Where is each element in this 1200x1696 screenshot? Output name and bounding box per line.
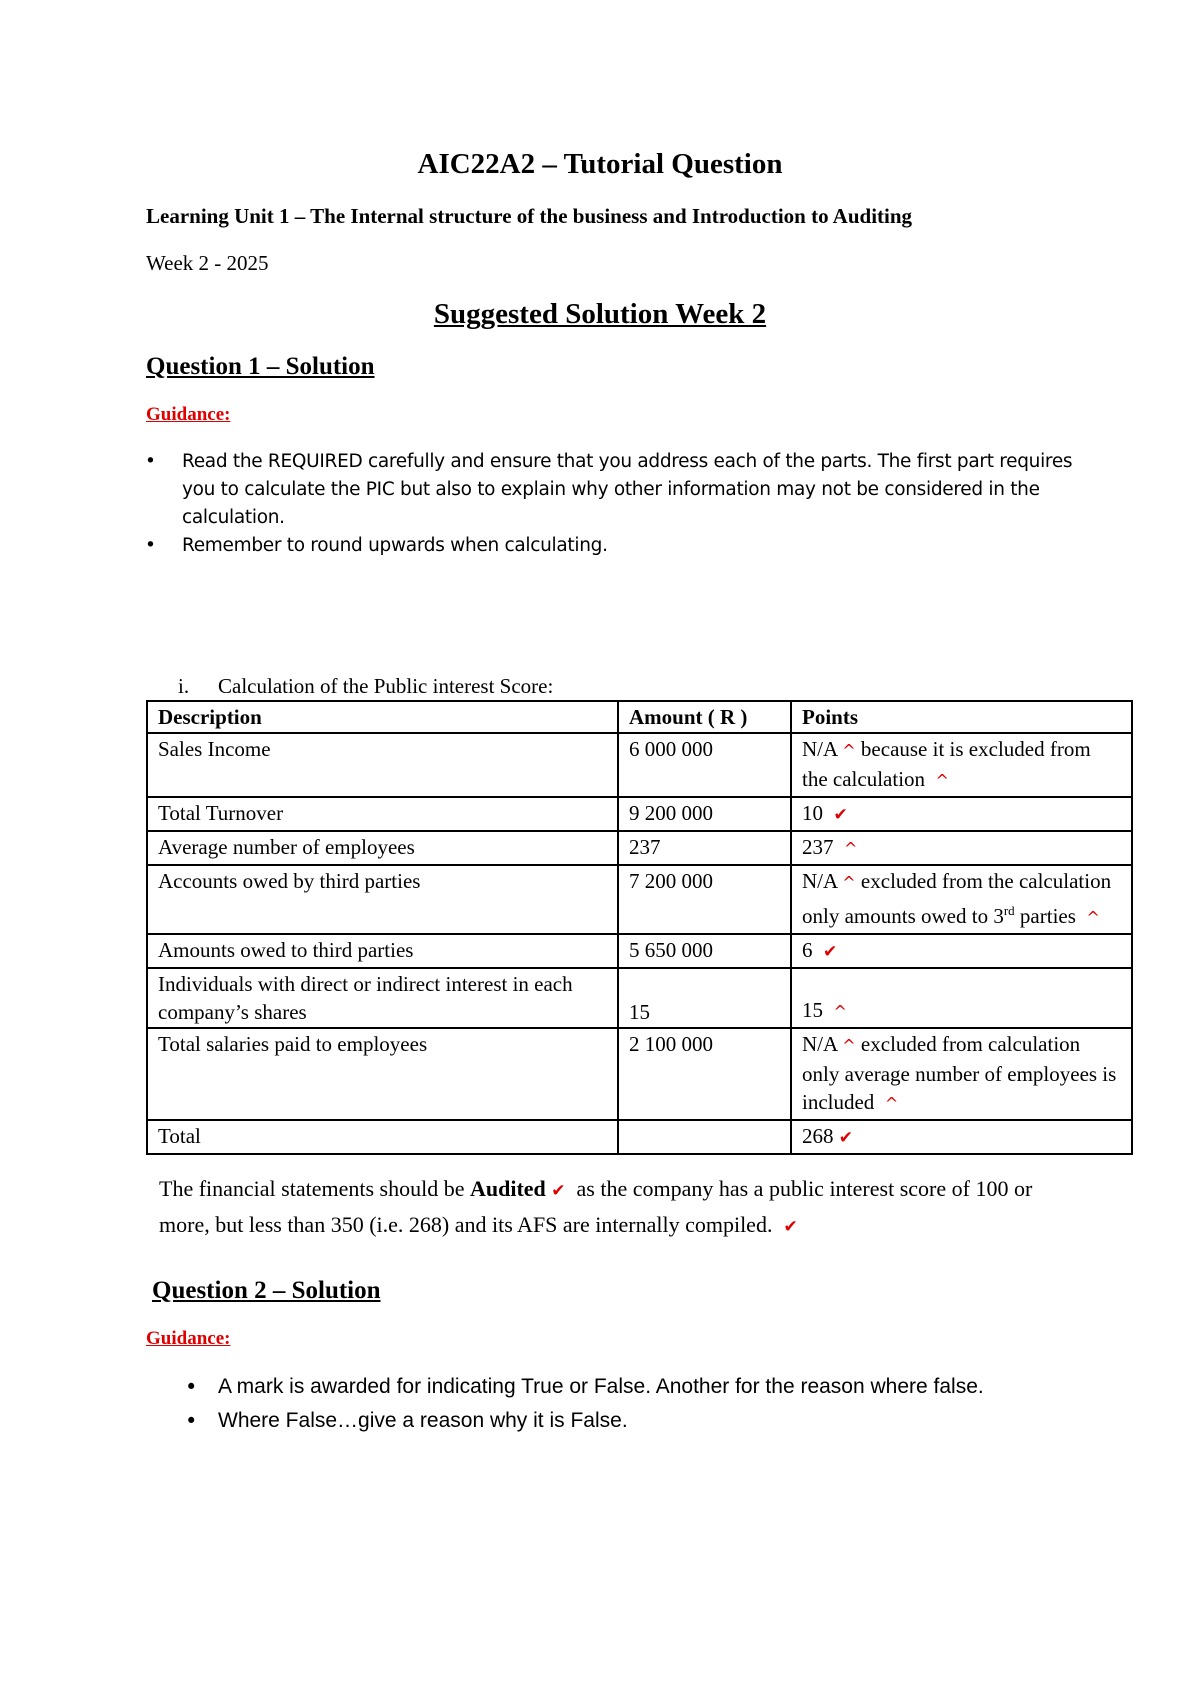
- calculation-caption-text: Calculation of the Public interest Score:: [218, 674, 554, 698]
- conclusion-paragraph: [159, 1172, 1059, 1244]
- points-note: because it is excluded from the calculation: [802, 737, 1091, 791]
- question2-title: Question 2 – Solution: [152, 1277, 381, 1304]
- check-mark-icon: ✔: [783, 1217, 798, 1237]
- table-row: [147, 1028, 1132, 1120]
- cell-description: Total salaries paid to employees: [147, 1028, 618, 1120]
- caret-mark-icon: ^: [844, 839, 858, 858]
- cell-description: Total Turnover: [147, 797, 618, 831]
- cell-amount: 2 100 000: [618, 1028, 791, 1120]
- conclusion-text-start: The financial statements should be: [159, 1176, 465, 1201]
- cell-points: [791, 831, 1132, 865]
- table-row: [147, 934, 1132, 968]
- cell-points: [791, 934, 1132, 968]
- header-points: Points: [791, 701, 1132, 733]
- caret-mark-icon: ^: [842, 1036, 856, 1055]
- header-description: Description: [147, 701, 618, 733]
- cell-description: Total: [147, 1120, 618, 1154]
- conclusion-text-end: as the company has a public interest score of 100 or more, but less than 350 (i.e. 268) and its AFS are internally compiled.: [159, 1176, 1033, 1237]
- points-value: N/A: [802, 1032, 838, 1056]
- cell-description: Sales Income: [147, 733, 618, 797]
- question2-guidance-label: Guidance:: [146, 1328, 231, 1349]
- table-row: [147, 831, 1132, 865]
- question1-guidance-list: [182, 448, 1082, 560]
- question1-title: Question 1 – Solution: [146, 353, 375, 380]
- cell-amount: 237: [618, 831, 791, 865]
- cell-description: Accounts owed by third parties: [147, 865, 618, 934]
- question1-guidance-label: Guidance:: [146, 404, 231, 425]
- document-title: AIC22A2 – Tutorial Question: [417, 148, 783, 180]
- table-row: [147, 797, 1132, 831]
- points-value: N/A: [802, 869, 838, 893]
- check-mark-icon: ✔: [838, 1128, 853, 1148]
- cell-amount: 9 200 000: [618, 797, 791, 831]
- cell-amount: [618, 1120, 791, 1154]
- learning-unit-heading: Learning Unit 1 – The Internal structure of the business and Introduction to Auditing: [146, 204, 913, 228]
- table-total-row: [147, 1120, 1132, 1154]
- cell-description: Amounts owed to third parties: [147, 934, 618, 968]
- calculation-caption: [178, 674, 553, 699]
- list-item: • Read the REQUIRED carefully and ensure that you address each of the parts. The first part requires you to calculate the PIC but also to explain why other information may not be considered in the calculation.: [182, 448, 1082, 532]
- cell-points: [791, 797, 1132, 831]
- points-value: 15: [802, 998, 823, 1022]
- cell-description: Individuals with direct or indirect interest in each company’s shares: [147, 968, 618, 1028]
- week-label: Week 2 - 2025: [146, 251, 269, 275]
- table-header-row: [147, 701, 1132, 733]
- header-amount: Amount ( R ): [618, 701, 791, 733]
- points-note: excluded from the calculation only amounts owed to: [802, 869, 1112, 928]
- check-mark-icon: ✔: [823, 942, 838, 962]
- cell-points: [791, 865, 1132, 934]
- question2-guidance-list: [218, 1370, 1118, 1438]
- points-note-ordinal-suffix: rd: [1003, 903, 1015, 918]
- points-note-ordinal: 3: [993, 904, 1004, 928]
- check-mark-icon: ✔: [833, 805, 848, 825]
- points-value: 237: [802, 835, 834, 859]
- list-item: • Remember to round upwards when calculating.: [182, 532, 1082, 560]
- list-item: • Where False…give a reason why it is False.: [218, 1404, 1118, 1438]
- caret-mark-icon: ^: [842, 741, 856, 760]
- points-value: 6: [802, 938, 813, 962]
- caret-mark-icon: ^: [833, 1002, 847, 1021]
- check-mark-icon: ✔: [551, 1181, 566, 1201]
- cell-amount: 5 650 000: [618, 934, 791, 968]
- caret-mark-icon: ^: [842, 873, 856, 892]
- cell-description: Average number of employees: [147, 831, 618, 865]
- cell-amount: 15: [618, 968, 791, 1028]
- cell-points: [791, 1120, 1132, 1154]
- conclusion-keyword: Audited: [469, 1176, 546, 1201]
- table-row: [147, 968, 1132, 1028]
- caret-mark-icon: ^: [935, 771, 949, 790]
- cell-points: [791, 733, 1132, 797]
- points-note: excluded from calculation only average number of employees is included: [802, 1032, 1117, 1114]
- cell-points: [791, 968, 1132, 1028]
- cell-points: [791, 1028, 1132, 1120]
- table-row: [147, 865, 1132, 934]
- table-row: [147, 733, 1132, 797]
- public-interest-table: [146, 700, 1133, 1155]
- cell-amount: 7 200 000: [618, 865, 791, 934]
- caret-mark-icon: ^: [884, 1094, 899, 1113]
- calculation-number: i.: [178, 674, 190, 698]
- list-item: • A mark is awarded for indicating True or False. Another for the reason where false.: [218, 1370, 1118, 1404]
- points-value: 10: [802, 801, 823, 825]
- cell-amount: 6 000 000: [618, 733, 791, 797]
- solution-title: Suggested Solution Week 2: [433, 298, 767, 330]
- caret-mark-icon: ^: [1086, 908, 1100, 927]
- points-value: N/A: [802, 737, 838, 761]
- points-note-end: parties: [1019, 904, 1076, 928]
- points-value: 268: [802, 1124, 834, 1148]
